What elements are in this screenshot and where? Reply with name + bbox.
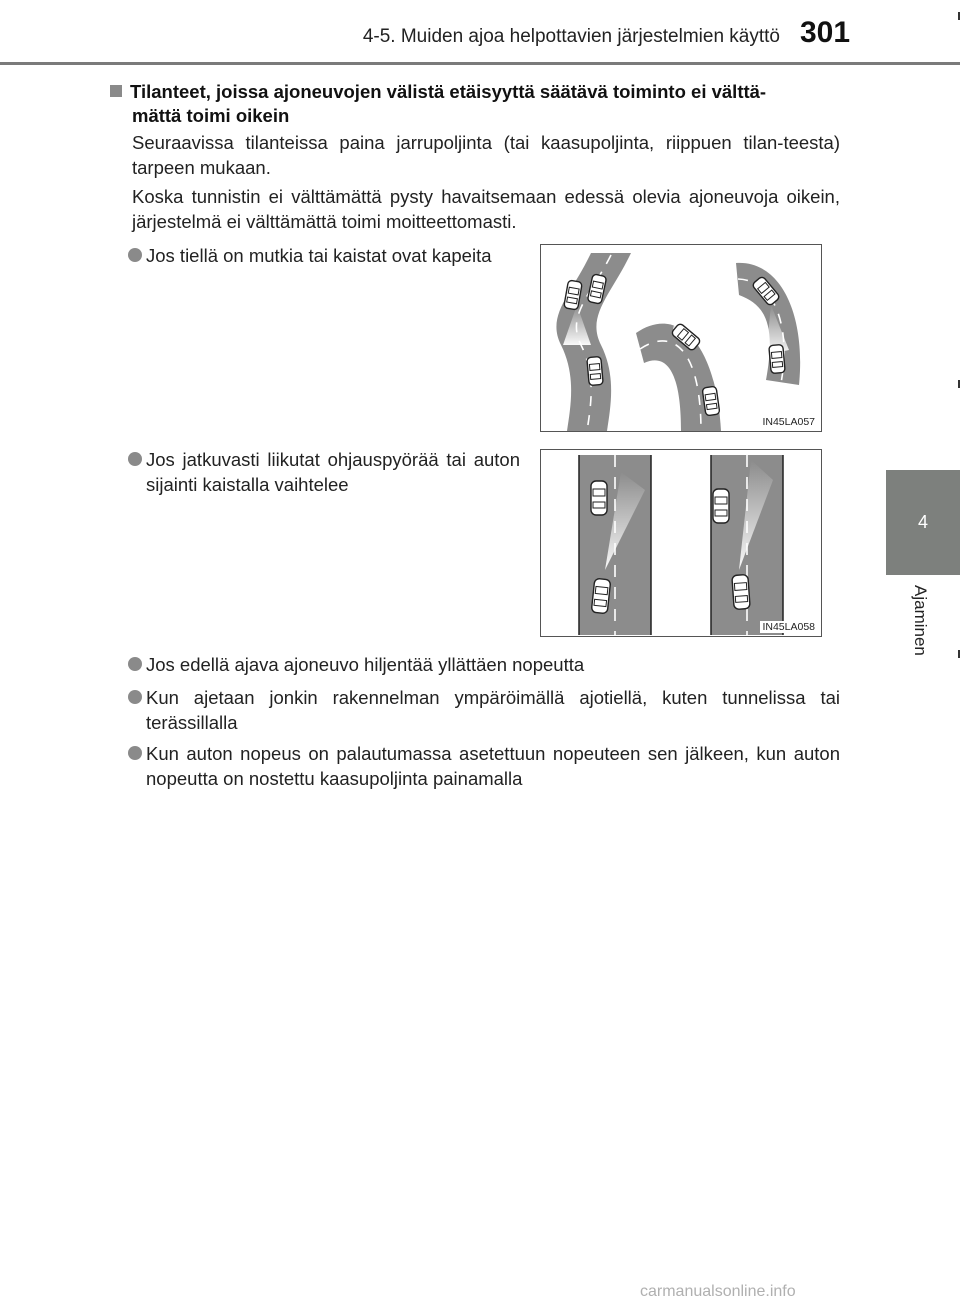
header-title: 4-5. Muiden ajoa helpottavien järjestelmien käyttö: [362, 26, 780, 47]
intro-paragraph-2: Koska tunnistin ei välttämättä pysty havaitsemaan edessä olevia ajoneuvoja oikein, järjestelmä ei välttämättä toimi moitteettomasti.: [132, 186, 840, 232]
bullet-item-steering: [128, 447, 520, 497]
bullet-text: Kun ajetaan jonkin rakennelman ympäröimällä ajotiellä, kuten tunnelissa tai terässillalla: [146, 687, 840, 733]
car-icon: [702, 386, 720, 416]
bullet-text: Jos tiellä on mutkia tai kaistat ovat kapeita: [146, 245, 492, 266]
heading-square-icon: [110, 85, 122, 97]
heading-line-1: Tilanteet, joissa ajoneuvojen välistä etäisyyttä säätävä toiminto ei välttä-: [130, 81, 767, 102]
watermark: carmanualsonline.info: [640, 1283, 796, 1300]
heading-line-2: mättä toimi oikein: [132, 105, 290, 126]
chapter-number: 4: [917, 512, 928, 532]
curve-road-right: [736, 263, 800, 385]
car-icon: [732, 574, 750, 609]
curved-roads-illustration: [541, 245, 821, 431]
car-icon: [587, 356, 603, 385]
chapter-tab[interactable]: [886, 470, 960, 575]
intro-paragraph-1: Seuraavissa tilanteissa paina jarrupoljinta (tai kaasupoljinta, riippuen tilan-teesta) tarpeen mukaan.: [132, 132, 840, 178]
figure-curved-roads: [540, 244, 822, 432]
bullet-dot-icon: [128, 248, 142, 262]
figure-code: IN45LA057: [762, 416, 815, 428]
figure-lane-wandering: [540, 449, 822, 637]
car-icon: [591, 481, 607, 515]
lane-wandering-illustration: [541, 450, 821, 636]
page-number: 301: [800, 16, 851, 49]
car-icon: [591, 578, 610, 613]
figure-code: IN45LA058: [762, 621, 815, 633]
chapter-label: Ajaminen: [911, 585, 930, 656]
car-icon: [769, 344, 785, 373]
bullet-item-tunnel: [128, 685, 840, 735]
bullet-item-sudden-slowdown: [128, 652, 840, 677]
bullet-item-curves: [128, 243, 520, 268]
bullet-text: Jos edellä ajava ajoneuvo hiljentää yllättäen nopeutta: [146, 654, 585, 675]
bullet-text: Kun auton nopeus on palautumassa asetettuun nopeuteen sen jälkeen, kun auton nopeutta on nostettu kaasupoljinta painamalla: [146, 743, 840, 789]
header-rule: [0, 62, 960, 65]
bullet-dot-icon: [128, 746, 142, 760]
bullet-dot-icon: [128, 657, 142, 671]
bullet-text: Jos jatkuvasti liikutat ohjauspyörää tai auton sijainti kaistalla vaihtelee: [146, 449, 520, 495]
car-icon: [713, 489, 729, 523]
bullet-dot-icon: [128, 452, 142, 466]
section-heading: [110, 80, 855, 128]
bullet-item-accelerator: [128, 741, 840, 791]
bullet-dot-icon: [128, 690, 142, 704]
